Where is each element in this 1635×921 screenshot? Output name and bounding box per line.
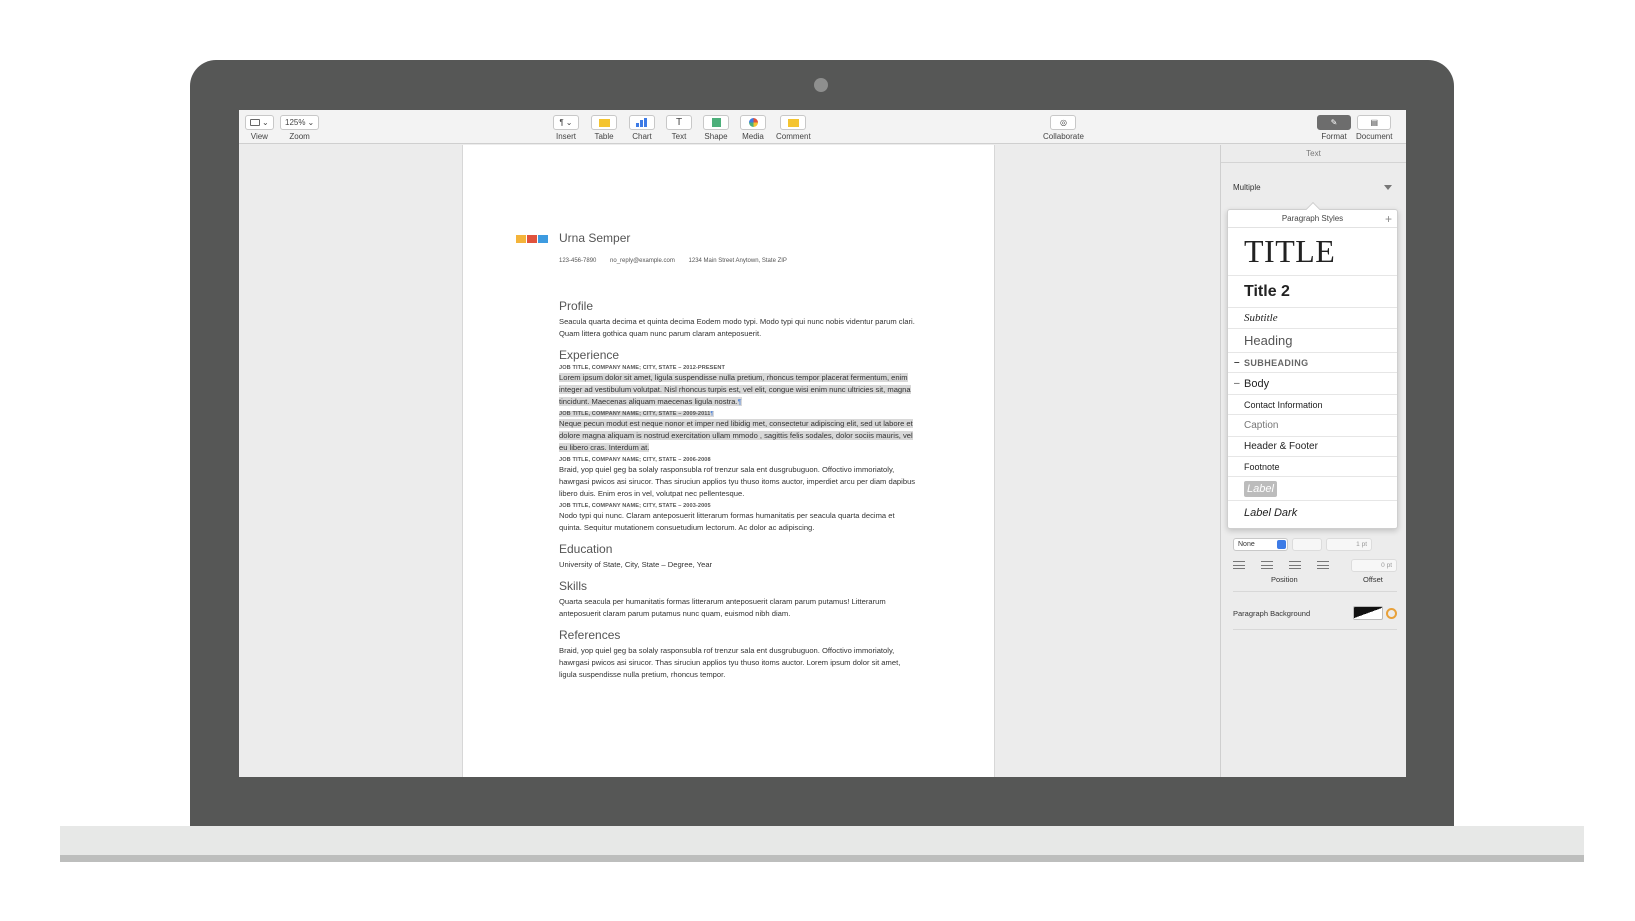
chevron-down-icon[interactable] xyxy=(1384,185,1392,190)
position-label: Position xyxy=(1271,575,1298,584)
format-control[interactable] xyxy=(1317,115,1351,141)
zoom-label: Zoom xyxy=(289,132,310,141)
bullets-row xyxy=(1233,537,1397,551)
view-control[interactable] xyxy=(245,115,274,141)
size-field[interactable] xyxy=(1326,538,1372,551)
table-icon xyxy=(599,119,610,127)
paragraph-background-label: Paragraph Background xyxy=(1233,608,1311,618)
text-label: Text xyxy=(671,132,687,141)
view-label: View xyxy=(250,132,268,141)
pilcrow-mark: ¶ xyxy=(710,411,714,417)
selected-dash-icon: – xyxy=(1234,378,1240,389)
document-control[interactable] xyxy=(1356,115,1392,141)
logo xyxy=(516,235,548,243)
style-label[interactable] xyxy=(1228,477,1397,501)
job-description xyxy=(559,418,919,454)
style-caption[interactable]: Caption xyxy=(1228,415,1397,437)
shape-label: Shape xyxy=(704,132,728,141)
zoom-control[interactable] xyxy=(280,115,319,141)
chevron-down-icon: ⌄ xyxy=(262,118,269,127)
media-icon xyxy=(749,118,758,127)
view-button[interactable] xyxy=(245,115,274,130)
shape-button[interactable] xyxy=(703,115,729,130)
chart-label: Chart xyxy=(632,132,652,141)
text-button[interactable] xyxy=(666,115,692,130)
document-page[interactable] xyxy=(462,145,995,777)
paragraph-background-row xyxy=(1233,605,1397,621)
align-justify-icon[interactable] xyxy=(1317,561,1329,569)
pages-window xyxy=(239,110,1406,777)
table-label: Table xyxy=(594,132,614,141)
laptop-base xyxy=(60,826,1584,862)
align-center-icon[interactable] xyxy=(1261,561,1273,569)
resume-body[interactable] xyxy=(559,299,919,681)
add-style-icon[interactable]: + xyxy=(1384,212,1392,226)
style-label-chip: Label xyxy=(1244,481,1277,497)
shape-icon xyxy=(712,118,721,127)
education-text: University of State, City, State – Degree, Year xyxy=(559,560,713,569)
paragraph-styles-popover xyxy=(1227,209,1398,529)
contact-address: 1234 Main Street Anytown, State ZIP xyxy=(688,258,787,264)
chart-control[interactable] xyxy=(629,115,655,141)
pilcrow-mark: ¶ xyxy=(737,397,742,406)
job-description xyxy=(559,372,919,408)
background-color-controls xyxy=(1353,606,1397,620)
bullets-select[interactable] xyxy=(1233,538,1288,551)
offset-value: 0 pt xyxy=(1381,561,1392,569)
style-label-dark[interactable]: Label Dark xyxy=(1244,507,1298,519)
experience-heading: Experience xyxy=(559,348,620,362)
style-subheading[interactable] xyxy=(1228,353,1397,373)
format-label: Format xyxy=(1321,132,1347,141)
job-description: Nodo typi qui nunc. Claram anteposuerit litterarum formas humanitatis per seacula quarta decima et quinta. Sequitur mutationem consuetudium lectorum. Ac dolor ac adipiscing. xyxy=(559,511,895,532)
align-right-icon[interactable] xyxy=(1289,561,1301,569)
toolbar xyxy=(239,110,1406,144)
chart-button[interactable] xyxy=(629,115,655,130)
sidebar-tab-text[interactable]: Text xyxy=(1221,145,1406,163)
style-title[interactable]: TITLE xyxy=(1228,228,1397,276)
table-control[interactable] xyxy=(591,115,617,141)
skills-text: Quarta seacula per humanitatis formas litterarum anteposuerit claram parum putamus! Litterarum anteposuerit claram parum putamus nunc quam, euismod nibh diam. xyxy=(559,597,886,618)
insert-label: Insert xyxy=(555,132,576,141)
zoom-value: 125% xyxy=(285,118,306,127)
size-value: 1 pt xyxy=(1356,540,1367,548)
resume-name[interactable]: Urna Semper xyxy=(559,231,631,245)
job-title: JOB TITLE, COMPANY NAME; CITY, STATE – 2006-2008 xyxy=(559,457,711,463)
selected-text: JOB TITLE, COMPANY NAME; CITY, STATE – 2009-2011 xyxy=(559,411,711,417)
color-wheel-icon[interactable] xyxy=(1386,608,1397,619)
references-heading: References xyxy=(559,628,621,642)
logo-block-2 xyxy=(527,235,537,243)
comment-button[interactable] xyxy=(780,115,806,130)
style-heading[interactable]: Heading xyxy=(1228,329,1397,353)
style-footnote[interactable]: Footnote xyxy=(1228,457,1397,477)
collaborate-control[interactable] xyxy=(1043,115,1084,141)
job-title: JOB TITLE, COMPANY NAME; CITY, STATE – 2003-2005 xyxy=(559,503,711,509)
style-header-footer[interactable]: Header & Footer xyxy=(1228,437,1397,457)
style-body[interactable] xyxy=(1228,373,1397,395)
text-icon: T xyxy=(675,117,683,128)
media-control[interactable] xyxy=(740,115,766,141)
references-text: Braid, yop quiel geg ba solaly rasponsubla rof trenzur sala ent dusgrubuguon. Offoctivo immoriatoly, hawrgasi pwicos asi sirucor. Thas siruciun applios tyu thuso itoms auctor. Lorem ipsum dolor sit amet, ligula suspendisse nulla pretium, rhoncus tempor. xyxy=(559,646,901,679)
format-sidebar xyxy=(1220,145,1406,777)
sidebar-view-icon xyxy=(250,119,260,126)
zoom-button[interactable] xyxy=(280,115,319,130)
insert-control[interactable] xyxy=(553,115,579,141)
bullets-value: None xyxy=(1238,540,1255,548)
paintbrush-icon: ✎ xyxy=(1330,118,1338,127)
chevron-down-icon: ⌄ xyxy=(307,118,315,127)
document-label: Document xyxy=(1356,132,1393,141)
camera-icon xyxy=(814,78,828,92)
document-button[interactable] xyxy=(1357,115,1391,130)
style-contact-information[interactable]: Contact Information xyxy=(1228,395,1397,415)
selected-text: Lorem ipsum dolor sit amet, ligula suspendisse nulla pretium, rhoncus tempor placerat fermentum, enim integer ad vestibulum volutpat. Nisl rhoncus turpis est, vel elit, congue wisi enim nunc ultricies sit, magna tincidunt. Maecenas aliquam maecenas ligula nostra. xyxy=(559,373,911,406)
table-button[interactable] xyxy=(591,115,617,130)
logo-block-1 xyxy=(516,235,526,243)
paragraph-styles-header xyxy=(1228,210,1397,228)
chart-icon xyxy=(636,118,648,127)
paragraph-styles-title: Paragraph Styles xyxy=(1281,214,1344,223)
alignment-row xyxy=(1233,558,1397,572)
job-description: Braid, yop quiel geg ba solaly rasponsubla rof trenzur sala ent dusgrubuguon. Offoctivo immoriatoly, hawrgasi pwicos asi sirucor. Thas siruciun applios tyu thuso itoms auctor, imperdiet arcu per diam dapibus libero duis. Enim eros in vel, volutpat nec pellentesque. xyxy=(559,465,916,498)
offset-field[interactable] xyxy=(1351,559,1397,572)
job-title: JOB TITLE, COMPANY NAME; CITY, STATE – 2012-PRESENT xyxy=(559,365,725,371)
format-button[interactable] xyxy=(1317,115,1351,130)
chevron-down-icon: ⌄ xyxy=(565,118,573,127)
education-heading: Education xyxy=(559,542,613,556)
collaborate-button[interactable] xyxy=(1050,115,1076,130)
media-label: Media xyxy=(742,132,764,141)
text-control[interactable] xyxy=(666,115,692,141)
style-subheading-label: SUBHEADING xyxy=(1244,357,1309,368)
profile-text: Seacula quarta decima et quinta decima Eodem modo typi. Modo typi qui nunc nobis videntur parum clari. Quam littera gothica quam nunc parum claram anteposuerit. xyxy=(559,317,915,338)
bullet-field[interactable] xyxy=(1292,538,1322,551)
logo-block-3 xyxy=(538,235,548,243)
divider xyxy=(1233,591,1397,592)
style-subtitle[interactable]: Subtitle xyxy=(1228,308,1397,329)
style-body-label: Body xyxy=(1244,377,1270,390)
comment-control[interactable] xyxy=(776,115,811,141)
select-arrows-icon xyxy=(1277,540,1286,549)
selected-dash-icon: – xyxy=(1234,357,1240,368)
collaborate-label: Collaborate xyxy=(1043,132,1084,141)
divider xyxy=(1233,629,1397,630)
profile-heading: Profile xyxy=(559,299,594,313)
selected-text: Neque pecun modut est neque nonor et imper ned libidig met, consectetur adipiscing elit, sed ut labore et dolore magna aliquam is nostrud exercitation ullam mmodo , sagittis felis sodales, dolor sociis mauris, vel eu libero cras. Interdum at. xyxy=(559,419,913,452)
comment-icon xyxy=(788,119,799,127)
contact-email: no_reply@example.com xyxy=(610,258,675,264)
skills-heading: Skills xyxy=(559,579,588,593)
shape-control[interactable] xyxy=(703,115,729,141)
document-icon: ▤ xyxy=(1370,118,1379,127)
media-button[interactable] xyxy=(740,115,766,130)
insert-button[interactable] xyxy=(553,115,579,130)
style-title-2[interactable]: Title 2 xyxy=(1228,276,1397,308)
paragraph-icon: ¶ xyxy=(559,118,564,127)
align-left-icon[interactable] xyxy=(1233,561,1245,569)
offset-label: Offset xyxy=(1363,575,1383,584)
comment-label: Comment xyxy=(776,132,811,141)
contact-line[interactable] xyxy=(559,258,799,264)
contact-phone: 123-456-7890 xyxy=(559,258,597,264)
job-title xyxy=(559,411,919,417)
collaborate-icon: ◎ xyxy=(1059,118,1067,127)
background-color-swatch[interactable] xyxy=(1353,606,1383,620)
paragraph-style-value[interactable]: Multiple xyxy=(1233,183,1261,192)
